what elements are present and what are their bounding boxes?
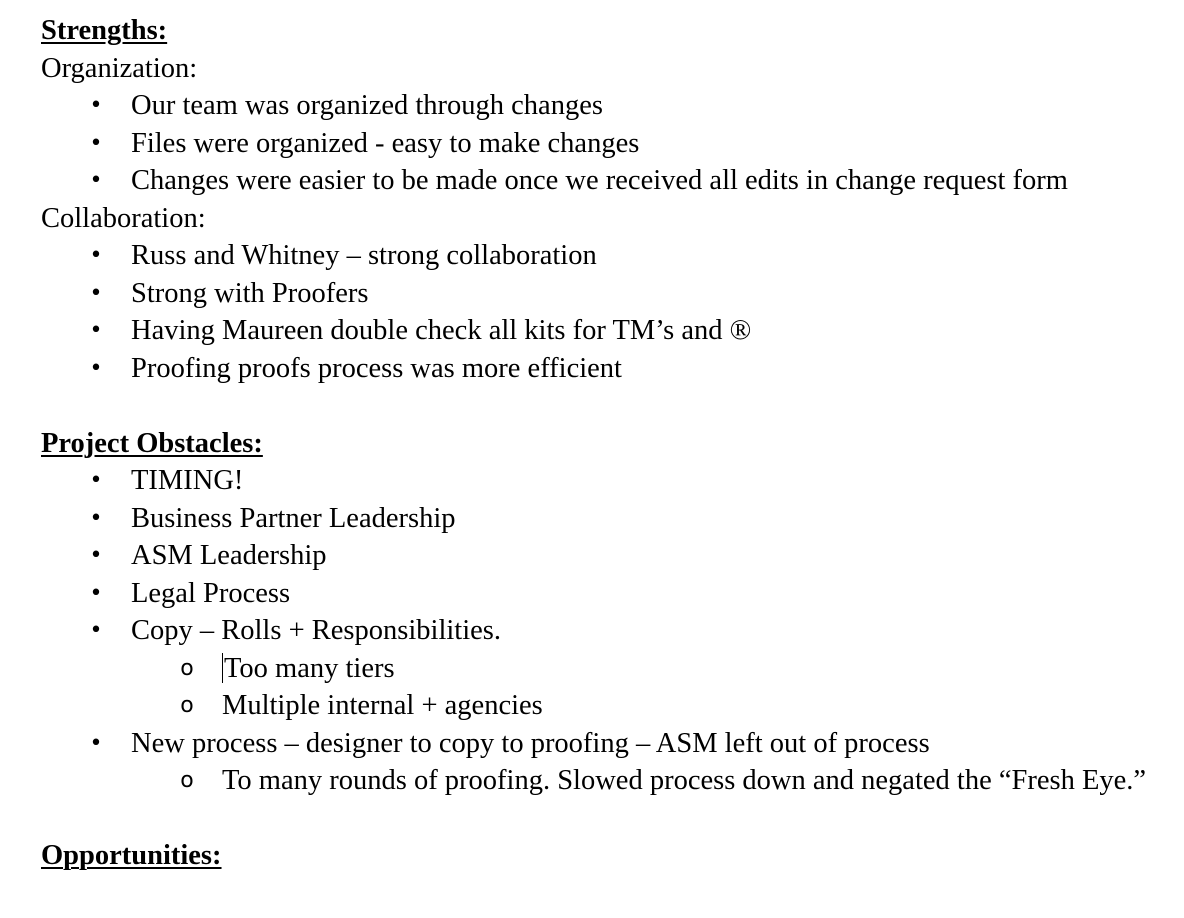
document-body[interactable] (41, 12, 1161, 875)
sub-list-item (41, 650, 1161, 688)
bullet-icon: • (89, 168, 103, 193)
sub-list-item (41, 762, 1162, 800)
list-item (41, 612, 1161, 650)
bullet-icon: • (89, 93, 103, 118)
bullet-icon: • (89, 730, 103, 756)
collaboration-label: Collaboration: (41, 202, 206, 234)
bullet-icon: • (89, 130, 103, 156)
opportunities-heading: Opportunities: (41, 840, 222, 871)
hollow-bullet-icon: o (180, 655, 194, 681)
list-item (41, 275, 1161, 313)
list-item (41, 725, 1161, 763)
list-item (41, 500, 1161, 538)
blank-line (41, 387, 1161, 425)
organization-label: Organization: (41, 52, 198, 84)
list-item (41, 537, 1161, 575)
list-item-text: Russ and Whitney – strong collaboration (131, 240, 597, 271)
list-item (41, 462, 1161, 500)
list-item (41, 312, 1161, 350)
bullet-icon: • (89, 468, 103, 493)
list-item-text: Too many tiers (224, 652, 395, 684)
bullet-icon: • (89, 243, 103, 268)
bullet-icon: • (89, 280, 103, 306)
blank-line (41, 800, 1161, 838)
list-item-text: To many rounds of proofing. Slowed process down and negated the “Fresh Eye.” (222, 765, 1147, 796)
hollow-bullet-icon: o (180, 693, 194, 718)
list-item (41, 350, 1161, 388)
bullet-icon: • (89, 618, 103, 643)
bullet-icon: • (89, 580, 103, 606)
list-item (41, 162, 1161, 200)
list-item-text: Legal Process (131, 577, 291, 609)
list-item (41, 575, 1161, 613)
bullet-icon: • (89, 543, 103, 568)
list-item-text: Business Partner Leadership (131, 502, 456, 534)
sub-list-item (41, 687, 1161, 725)
list-item-text: Strong with Proofers (131, 277, 369, 309)
list-item-text: TIMING! (131, 465, 244, 496)
text-cursor (222, 653, 223, 683)
list-item-text: Copy – Rolls + Responsibilities. (131, 615, 501, 646)
bullet-icon: • (89, 355, 103, 381)
list-item (41, 237, 1161, 275)
strengths-heading: Strengths: (41, 15, 168, 46)
bullet-icon: • (89, 318, 103, 343)
list-item (41, 125, 1161, 163)
list-item-text: Files were organized - easy to make changes (131, 127, 640, 159)
list-item-text: Proofing proofs process was more efficient (131, 352, 622, 384)
list-item (41, 87, 1161, 125)
list-item-text: Having Maureen double check all kits for TM’s and ® (131, 315, 752, 346)
obstacles-heading: Project Obstacles: (41, 427, 263, 459)
list-item-text: Multiple internal + agencies (222, 690, 543, 721)
list-item-text: ASM Leadership (131, 540, 327, 571)
list-item-text: New process – designer to copy to proofing – ASM left out of process (131, 727, 930, 759)
hollow-bullet-icon: o (180, 768, 194, 793)
list-item-text: Changes were easier to be made once we received all edits in change request form (131, 165, 1068, 196)
list-item-text: Our team was organized through changes (131, 90, 603, 121)
bullet-icon: • (89, 505, 103, 531)
